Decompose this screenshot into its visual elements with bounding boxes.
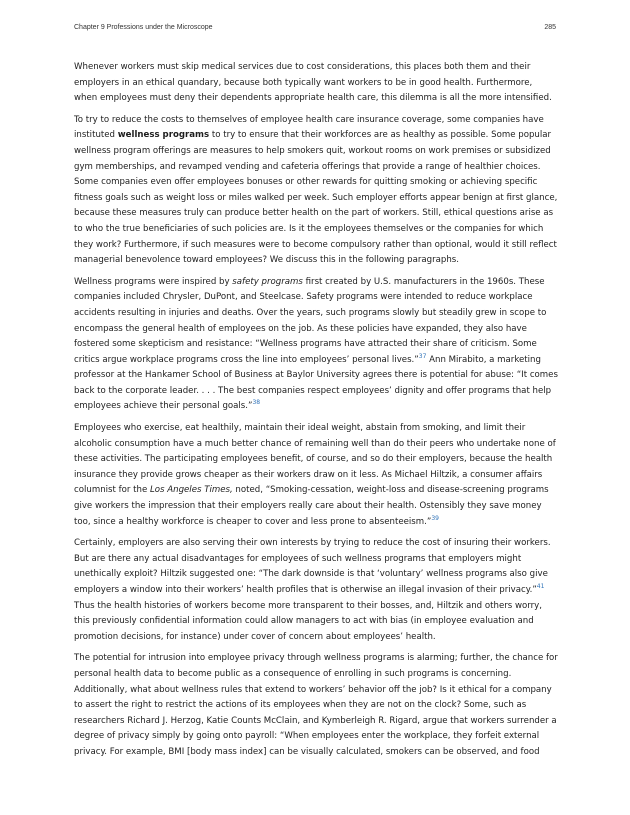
- paragraph-4: [74, 421, 558, 530]
- text-run: to try to ensure that their workforces are as healthy as possible. Some popular wellness program offerings are measures to help smokers quit, workout rooms on work premises or subsidized gym memberships, and revamped vending and cafeteria offerings that provide a range of healthier choices. Some companies even offer employees bonuses or other rewards for quitting smoking or achieving specific fitness goals such as weight loss or miles walked per week. Such employer efforts appear benign at first glance, because these measures truly can produce better health on the part of workers. Still, ethical questions arise as to who the true beneficiaries of such policies are. Is it the employees themselves or the companies for which they work? Furthermore, if such measures were to become compulsory rather than optional, would it still reflect managerial benevolence toward employees? We discuss this in the following paragraphs.: [74, 130, 558, 266]
- footnote-ref-41[interactable]: 41: [536, 583, 545, 591]
- key-term-wellness-programs: wellness programs: [117, 130, 210, 141]
- text-run: To try to reduce the costs to themselves of employee health care insurance coverage, some companies have instituted: [74, 114, 544, 141]
- chapter-title: Chapter 9 Professions under the Microscope: [74, 24, 213, 31]
- footnote-ref-37[interactable]: 37: [418, 352, 427, 360]
- text-run: Employees who exercise, eat healthily, maintain their ideal weight, abstain from smoking, and limit their alcoholic consumption have a much better chance of remaining well than do their peers who undertake none of these activities. The participating employees benefit, of course, and so do their employers, because the health insurance they provide grows cheaper as their workers draw on it less. As Michael Hiltzik, a consumer affairs columnist for the: [74, 423, 556, 496]
- publication-name: Los Angeles Times,: [149, 485, 233, 496]
- text-run: first created by U.S. manufacturers in the 1960s. These companies included Chrysler, DuPont, and Steelcase. Safety programs were intended to reduce workplace accidents resulting in injuries and deaths. Over the years, such programs slowly but steadily grew in scope to encompass the general health of employees on the job. As these policies have expanded, they also have fostered some skepticism and resistance: “Wellness programs have attracted their share of criticism. Some critics argue workplace programs cross the line into employees’ personal lives.”: [74, 276, 547, 365]
- page-number: 285: [544, 24, 556, 31]
- paragraph-6: The potential for intrusion into employee privacy through wellness programs is alarming; further, the chance for personal health data to become public as a consequence of enrolling in such programs is concerning. Additionally, what about wellness rules that extend to workers’ behavior off the job? Is it ethical for a company to assert the right to restrict the actions of its employees when they are not on the clock? Some, such as researchers Richard J. Herzog, Katie Counts McClain, and Kymberleigh R. Rigard, argue that workers surrender a degree of privacy simply by going onto payroll: “When employees enter the workplace, they forfeit external privacy. For example, BMI [body mass index] can be visually calculated, smokers can be observed, and food: [74, 653, 558, 757]
- emphasis-safety-programs: safety programs: [232, 276, 303, 287]
- text-run: noted, “Smoking-cessation, weight-loss and disease-screening programs give workers the impression that their employers really care about their health. Ostensibly they save money too, since a healthy workforce is cheaper to cover and less prone to absenteeism.”: [74, 485, 549, 527]
- running-header: [74, 24, 556, 31]
- paragraph-5: [74, 536, 558, 645]
- paragraph-3: [74, 275, 558, 415]
- footnote-ref-38[interactable]: 38: [252, 399, 261, 407]
- text-run: Certainly, employers are also serving their own interests by trying to reduce the cost of insuring their workers. But are there any actual disadvantages for employees of such wellness programs that employers might unethically exploit? Hiltzik suggested one: “The dark downside is that ‘voluntary’ wellness programs also give employers a window into their workers’ health profiles that is otherwise an illegal invasion of their privacy.”: [74, 538, 551, 595]
- body-text: [74, 60, 558, 767]
- text-run: Wellness programs were inspired by: [74, 276, 233, 287]
- text-run: Thus the health histories of workers become more transparent to their bosses, and, Hiltzik and others worry, this previously confidential information could allow managers to act with bias (in employee evaluation and promotion decisions, for instance) under cover of concern about employees’ health.: [74, 600, 542, 642]
- paragraph-2: [74, 113, 558, 269]
- text-run: Ann Mirabito, a marketing professor at the Hankamer School of Business at Baylor University agrees there is potential for abuse: “It comes back to the corporate leader. . . . The best companies respect employees’ dignity and offer programs that help employees achieve their personal goals.”: [74, 354, 558, 412]
- footnote-ref-39[interactable]: 39: [431, 514, 439, 522]
- paragraph-1: Whenever workers must skip medical services due to cost considerations, this places both them and their employers in an ethical quandary, because both typically want workers to be in good health. Furthermore, when employees must deny their dependents appropriate health care, this dilemma is all the more intensified.: [74, 62, 552, 104]
